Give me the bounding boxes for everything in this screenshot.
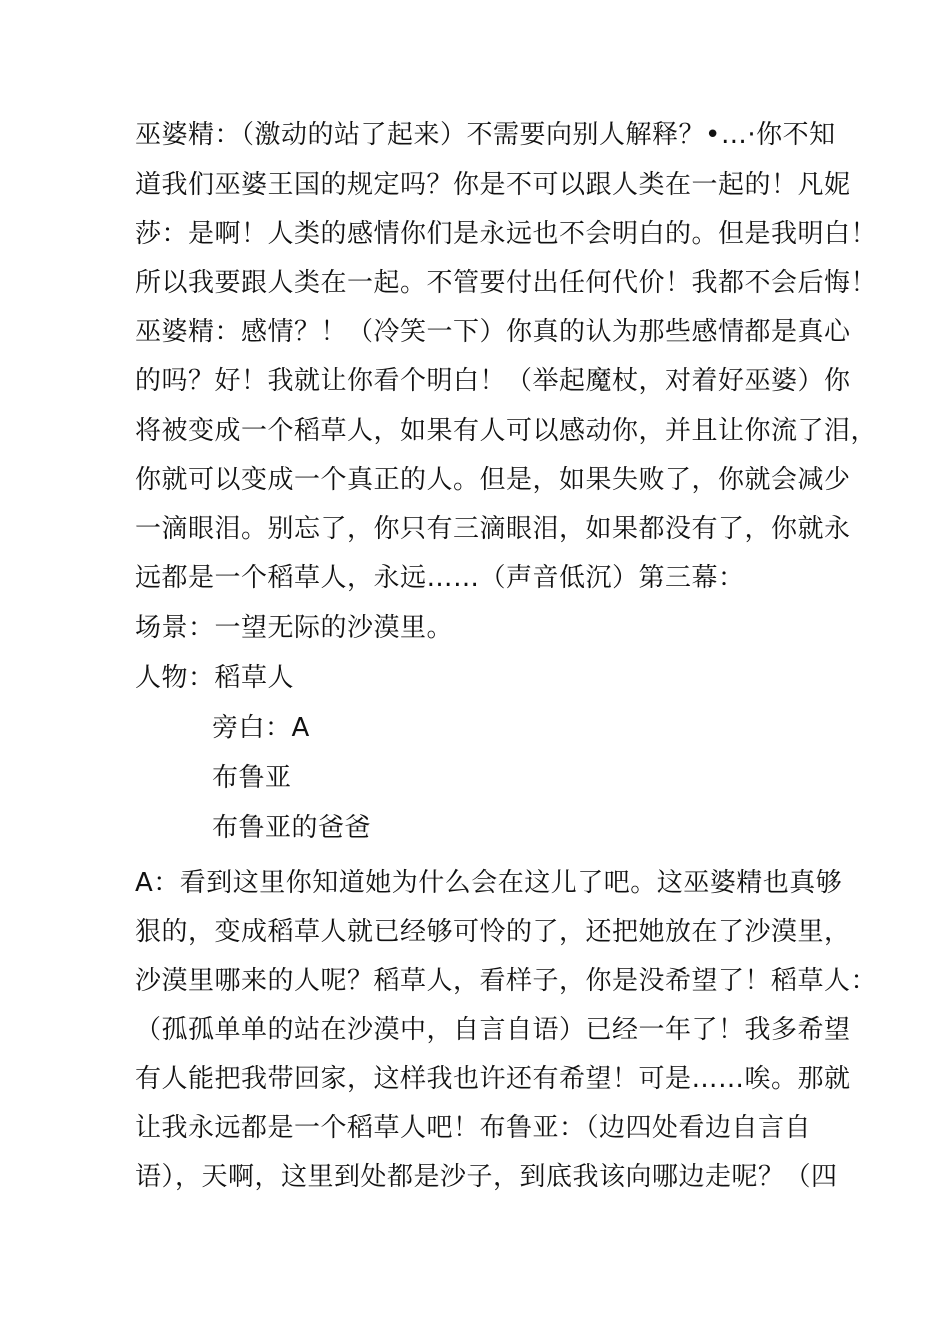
text-line: 巫婆精：（激动的站了起来）不需要向别人解释？•…·你不知 xyxy=(135,120,836,150)
text-line: 让我永远都是一个稻草人吧！布鲁亚：（边四处看边自言自 xyxy=(135,1113,812,1143)
text-line: 远都是一个稻草人，永远……（声音低沉）第三幕： xyxy=(135,563,745,593)
text-line: A：看到这里你知道她为什么会在这儿了吧。这巫婆精也真够 xyxy=(135,868,843,898)
text-line: 狠的，变成稻草人就已经够可怜的了，还把她放在了沙漠里， xyxy=(135,917,851,947)
text-line: 语），天啊，这里到处都是沙子，到底我该向哪边走呢？（四 xyxy=(135,1162,838,1192)
text-line: 沙漠里哪来的人呢？稻草人，看样子，你是没希望了！稻草人： xyxy=(135,966,878,996)
character-item: 布鲁亚的爸爸 xyxy=(212,813,372,843)
text-line: 巫婆精：感情？！（冷笑一下）你真的认为那些感情都是真心 xyxy=(135,317,851,347)
text-line: 的吗？好！我就让你看个明白！（举起魔杖，对着好巫婆）你 xyxy=(135,366,851,396)
text-line: 道我们巫婆王国的规定吗？你是不可以跟人类在一起的！凡妮 xyxy=(135,170,851,200)
characters-line: 人物：稻草人 xyxy=(135,663,295,693)
text-line: 将被变成一个稻草人，如果有人可以感动你，并且让你流了泪， xyxy=(135,416,878,446)
character-item: 布鲁亚 xyxy=(212,763,292,793)
text-line: 所以我要跟人类在一起。不管要付出任何代价！我都不会后悔！ xyxy=(135,268,878,298)
scene-line: 场景：一望无际的沙漠里。 xyxy=(135,613,454,643)
text-line: 你就可以变成一个真正的人。但是，如果失败了，你就会减少 xyxy=(135,465,851,495)
text-line: （孤孤单单的站在沙漠中，自言自语）已经一年了！我多希望 xyxy=(135,1015,851,1045)
text-line: 有人能把我带回家，这样我也许还有希望！可是……唉。那就 xyxy=(135,1064,851,1094)
text-line: 一滴眼泪。别忘了，你只有三滴眼泪，如果都没有了，你就永 xyxy=(135,514,851,544)
text-line: 莎：是啊！人类的感情你们是永远也不会明白的。但是我明白！ xyxy=(135,219,878,249)
character-item: 旁白：A xyxy=(212,713,310,743)
